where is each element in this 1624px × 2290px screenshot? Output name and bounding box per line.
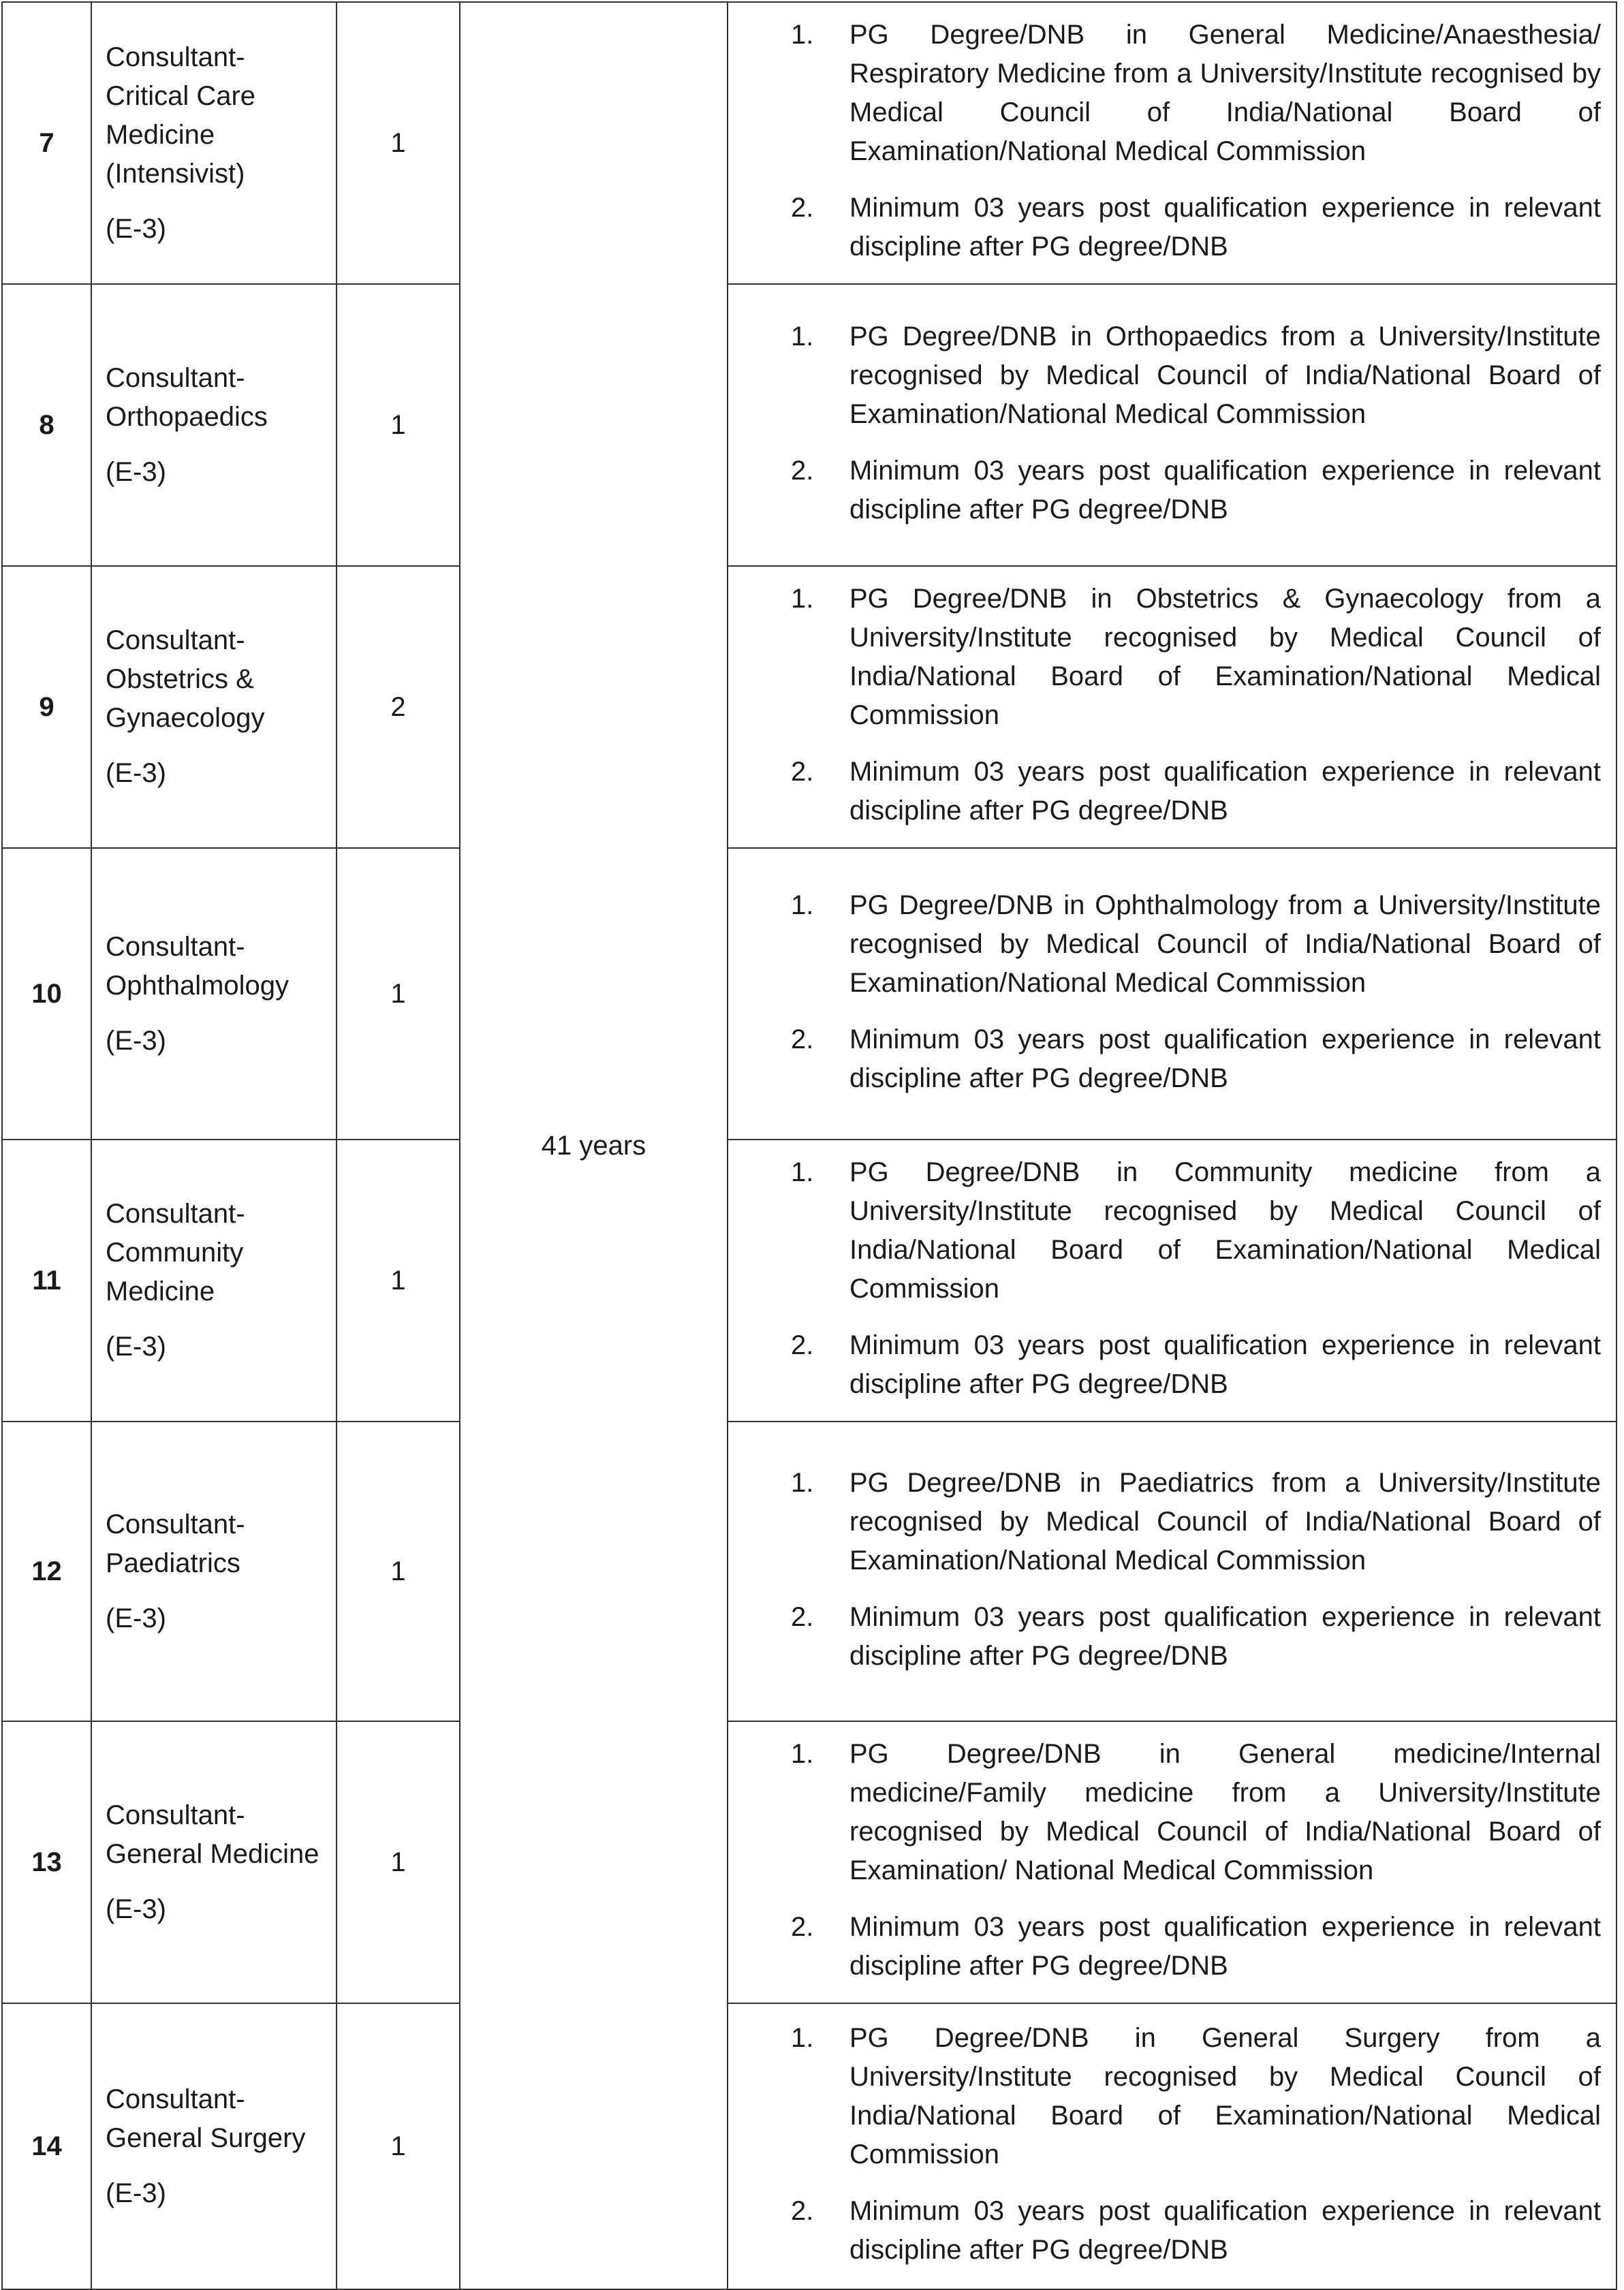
post-grade: (E-3) [106, 1894, 166, 1924]
table-row [2, 2, 1617, 284]
item-text: PG Degree/DNB in Ophthalmology from a University/Institute recognised by Medical Council of India/National Board of Examination/National Medical Commission [849, 890, 1601, 998]
serial-number: 10 [2, 848, 91, 1140]
serial-number: 9 [2, 566, 91, 848]
qualification-item [728, 452, 1601, 529]
qualification-item [728, 189, 1601, 266]
qualification-item [728, 317, 1601, 434]
item-text: Minimum 03 years post qualification experience in relevant discipline after PG degree/DNB [849, 193, 1601, 262]
item-number: 2. [791, 1330, 814, 1360]
item-text: PG Degree/DNB in General Surgery from a University/Institute recognised by Medical Council of India/National Board of Examination/National Medical Commission [849, 2023, 1601, 2169]
post-name: Consultant-Obstetrics & Gynaecology [106, 625, 265, 733]
item-text: Minimum 03 years post qualification experience in relevant discipline after PG degree/DNB [849, 455, 1601, 524]
serial-number: 13 [2, 1721, 91, 2003]
qualification-cell [728, 2003, 1617, 2289]
item-number: 1. [791, 321, 814, 351]
item-text: Minimum 03 years post qualification experience in relevant discipline after PG degree/DNB [849, 1024, 1601, 1093]
qualification-item [728, 1464, 1601, 1580]
serial-number: 8 [2, 284, 91, 566]
qualification-cell [728, 2, 1617, 284]
table-row [2, 1422, 1617, 1721]
item-text: PG Degree/DNB in Obstetrics & Gynaecology from a University/Institute recognised by Medical Council of India/National Board of Examination/National Medical Commission [849, 584, 1601, 730]
item-number: 1. [791, 890, 814, 920]
serial-number: 12 [2, 1422, 91, 1721]
upper-age-limit: 41 years [460, 2, 728, 2289]
item-number: 2. [791, 2196, 814, 2226]
post-grade: (E-3) [106, 2178, 166, 2208]
qualification-item [728, 886, 1601, 1003]
qualification-cell [728, 1721, 1617, 2003]
item-number: 1. [791, 2023, 814, 2053]
item-number: 1. [791, 1157, 814, 1187]
post-name: Consultant-General Medicine [106, 1800, 319, 1869]
qualification-item [728, 2192, 1601, 2270]
table-row [2, 848, 1617, 1140]
vacancy-count: 1 [337, 848, 460, 1140]
vacancy-count: 1 [337, 1140, 460, 1422]
post-name: Consultant-Paediatrics [106, 1509, 245, 1578]
post-name: Consultant-Orthopaedics [106, 362, 268, 432]
post-name-cell [91, 284, 337, 566]
item-text: Minimum 03 years post qualification experience in relevant discipline after PG degree/DNB [849, 1912, 1601, 1981]
item-text: PG Degree/DNB in Community medicine from a University/Institute recognised by Medical Council of India/National Board of Examination/National Medical Commission [849, 1157, 1601, 1304]
serial-number: 14 [2, 2003, 91, 2289]
item-number: 2. [791, 455, 814, 486]
post-name-cell [91, 848, 337, 1140]
qualification-cell [728, 1140, 1617, 1422]
qualification-item [728, 753, 1601, 830]
qualification-item [728, 1598, 1601, 1676]
post-grade: (E-3) [106, 1332, 166, 1362]
vacancy-count: 1 [337, 2003, 460, 2289]
qualification-cell [728, 1422, 1617, 1721]
qualification-item [728, 1326, 1601, 1404]
qualification-item [728, 1908, 1601, 1986]
post-grade: (E-3) [106, 456, 166, 487]
post-grade: (E-3) [106, 1603, 166, 1633]
qualification-item [728, 580, 1601, 735]
qualification-item [728, 1153, 1601, 1308]
table-row [2, 1140, 1617, 1422]
recruitment-table [1, 1, 1617, 2290]
qualification-cell [728, 284, 1617, 566]
post-name-cell [91, 1721, 337, 2003]
table-row [2, 566, 1617, 848]
item-number: 2. [791, 1601, 814, 1632]
item-text: PG Degree/DNB in General medicine/Internal medicine/Family medicine from a University/Institute recognised by Medical Council of India/National Board of Examination/ National Medical Commission [849, 1739, 1601, 1885]
post-name: Consultant-General Surgery [106, 2084, 306, 2153]
item-number: 2. [791, 757, 814, 787]
vacancy-count: 1 [337, 284, 460, 566]
post-name-cell [91, 2003, 337, 2289]
item-number: 1. [791, 1739, 814, 1769]
qualification-item [728, 2019, 1601, 2174]
qualification-item [728, 16, 1601, 171]
post-name-cell [91, 1422, 337, 1721]
qualification-cell [728, 566, 1617, 848]
serial-number: 11 [2, 1140, 91, 1422]
vacancy-count: 1 [337, 2, 460, 284]
item-number: 2. [791, 1024, 814, 1054]
vacancy-count: 1 [337, 1422, 460, 1721]
post-name: Consultant-Community Medicine [106, 1199, 245, 1306]
item-number: 1. [791, 1467, 814, 1498]
post-name-cell [91, 1140, 337, 1422]
item-text: PG Degree/DNB in General Medicine/Anaesthesia/ Respiratory Medicine from a University/Institute recognised by Medical Council of India/National Board of Examination/National Medical Commission [849, 20, 1601, 166]
item-number: 1. [791, 20, 814, 50]
post-name: Consultant-Ophthalmology [106, 931, 290, 1001]
item-text: PG Degree/DNB in Orthopaedics from a University/Institute recognised by Medical Council of India/National Board of Examination/National Medical Commission [849, 321, 1601, 429]
item-text: Minimum 03 years post qualification experience in relevant discipline after PG degree/DNB [849, 1330, 1601, 1399]
post-grade: (E-3) [106, 1025, 166, 1056]
post-grade: (E-3) [106, 213, 166, 244]
item-text: Minimum 03 years post qualification experience in relevant discipline after PG degree/DNB [849, 757, 1601, 826]
serial-number: 7 [2, 2, 91, 284]
qualification-item [728, 1735, 1601, 1890]
vacancy-count: 1 [337, 1721, 460, 2003]
qualification-item [728, 1020, 1601, 1098]
qualification-cell [728, 848, 1617, 1140]
post-name: Consultant-Critical Care Medicine (Intensivist) [106, 42, 256, 189]
table-row [2, 2003, 1617, 2289]
post-name-cell [91, 2, 337, 284]
vacancy-count: 2 [337, 566, 460, 848]
post-name-cell [91, 566, 337, 848]
item-number: 1. [791, 584, 814, 614]
post-grade: (E-3) [106, 758, 166, 788]
item-text: PG Degree/DNB in Paediatrics from a University/Institute recognised by Medical Council of India/National Board of Examination/National Medical Commission [849, 1467, 1601, 1575]
item-text: Minimum 03 years post qualification experience in relevant discipline after PG degree/DNB [849, 2196, 1601, 2265]
item-number: 2. [791, 193, 814, 223]
table-row [2, 284, 1617, 566]
item-text: Minimum 03 years post qualification experience in relevant discipline after PG degree/DNB [849, 1601, 1601, 1671]
item-number: 2. [791, 1912, 814, 1942]
table-row [2, 1721, 1617, 2003]
